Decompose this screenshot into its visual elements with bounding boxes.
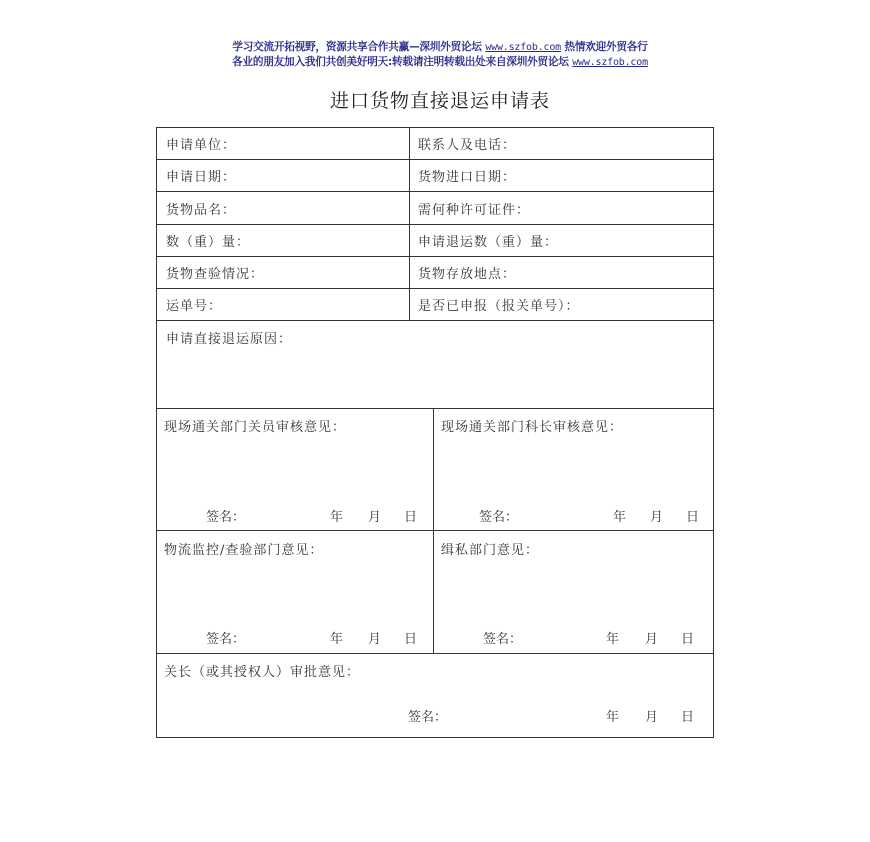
banner-line-1 (150, 40, 730, 55)
signature-label: 签名： (408, 710, 448, 725)
field-storage-location[interactable]: 货物存放地点： (418, 267, 517, 282)
form-title: 进口货物直接退运申请表 (329, 90, 550, 112)
banner-link-1[interactable]: www.szfob.com (485, 42, 561, 53)
month-label: 月 (368, 510, 382, 525)
day-label: 日 (686, 510, 700, 525)
day-label: 日 (681, 632, 695, 647)
field-return-quantity[interactable]: 申请退运数（重）量： (418, 235, 559, 250)
row-divider (156, 256, 714, 257)
field-quantity[interactable]: 数（重）量： (166, 235, 251, 250)
header-banner (150, 40, 730, 70)
day-label: 日 (404, 510, 418, 525)
field-license-required[interactable]: 需何种许可证件： (418, 203, 531, 218)
banner-tail-1: 热情欢迎外贸各行 (560, 41, 648, 53)
row-divider (156, 191, 714, 192)
opinion-anti-smuggling-label[interactable]: 缉私部门意见： (441, 543, 540, 558)
banner-line-2 (150, 55, 730, 70)
month-label: 月 (645, 632, 659, 647)
month-label: 月 (650, 510, 664, 525)
year-label: 年 (606, 710, 620, 725)
signature-label: 签名： (206, 510, 246, 525)
field-applicant-unit[interactable]: 申请单位： (166, 138, 237, 153)
day-label: 日 (681, 710, 695, 725)
month-label: 月 (645, 710, 659, 725)
field-return-reason[interactable]: 申请直接退运原因： (166, 332, 293, 347)
signature-label: 签名： (479, 510, 519, 525)
approval-label[interactable]: 关长（或其授权人）审批意见： (164, 665, 361, 680)
field-declared-status[interactable]: 是否已申报（报关单号）： (418, 299, 580, 314)
banner-link-2[interactable]: www.szfob.com (572, 57, 648, 68)
column-divider (433, 408, 434, 653)
year-label: 年 (330, 632, 344, 647)
year-label: 年 (613, 510, 627, 525)
row-divider (156, 288, 714, 289)
row-divider (156, 653, 714, 654)
row-divider (156, 159, 714, 160)
banner-text-2: 各业的朋友加入我们共创美好明天:转载请注明转载出处来自深圳外贸论坛 (232, 56, 573, 68)
year-label: 年 (606, 632, 620, 647)
signature-label: 签名： (206, 632, 246, 647)
field-waybill-number[interactable]: 运单号： (166, 299, 223, 314)
field-contact-phone[interactable]: 联系人及电话： (418, 138, 517, 153)
banner-text-1: 学习交流开拓视野，资源共享合作共赢—深圳外贸论坛 (232, 41, 486, 53)
opinion-section-chief-label[interactable]: 现场通关部门科长审核意见： (441, 420, 624, 435)
month-label: 月 (368, 632, 382, 647)
field-application-date[interactable]: 申请日期： (166, 170, 237, 185)
signature-label: 签名： (483, 632, 523, 647)
opinion-logistics-label[interactable]: 物流监控/查验部门意见： (164, 543, 324, 558)
field-goods-name[interactable]: 货物品名： (166, 203, 237, 218)
opinion-officer-label[interactable]: 现场通关部门关员审核意见： (164, 420, 347, 435)
row-divider (156, 320, 714, 321)
row-divider (156, 224, 714, 225)
row-divider (156, 408, 714, 409)
year-label: 年 (330, 510, 344, 525)
column-divider (409, 127, 410, 320)
day-label: 日 (404, 632, 418, 647)
field-inspection-status[interactable]: 货物查验情况： (166, 267, 265, 282)
field-import-date[interactable]: 货物进口日期： (418, 170, 517, 185)
row-divider (156, 530, 714, 531)
